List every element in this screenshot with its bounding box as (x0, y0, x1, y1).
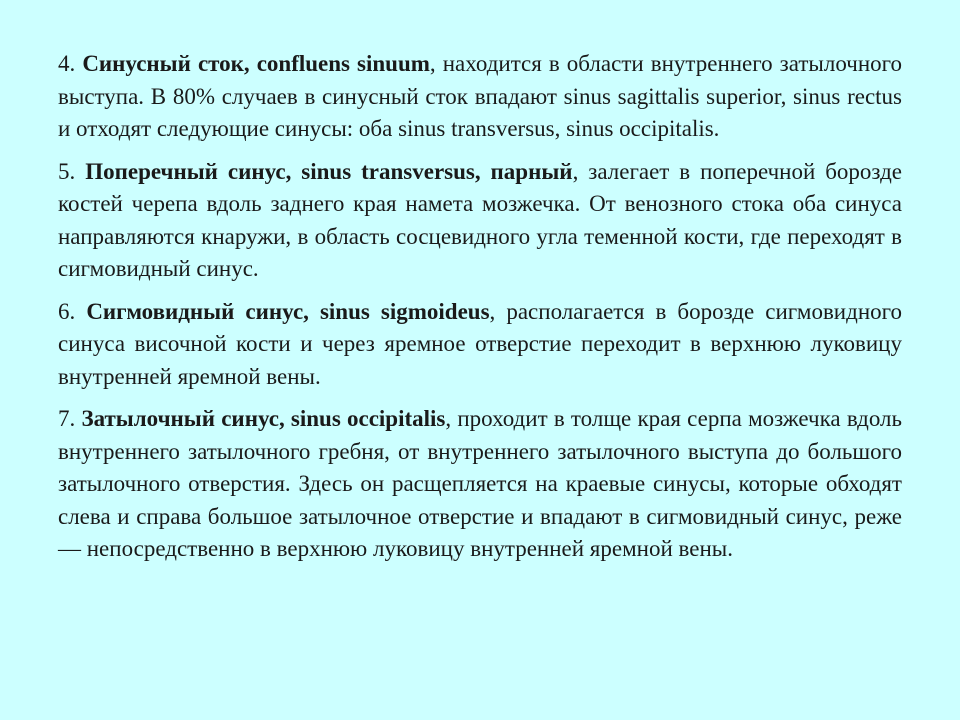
paragraph-text: , находится в области внутреннего затылочного выступа. В 80% случаев в синусный сток впадают sinus sagittalis superior, sinus rectus и отходят следующие синусы: оба sinus transversus, sinus occipitalis. (58, 51, 903, 141)
paragraph-term: Сигмовидный синус, sinus sigmoideus (86, 298, 490, 324)
paragraph-confluens-sinuum (58, 48, 902, 146)
paragraph-text: , залегает в поперечной борозде костей черепа вдоль заднего края намета мозжечка. От венозного стока оба синуса направляются кнаружи, в область сосцевидного угла теменной кости, где переходят в сигмовидный синус. (58, 158, 903, 281)
paragraph-number: 4. (58, 51, 76, 76)
paragraph-sinus-sigmoideus (58, 296, 902, 394)
paragraph-term: Поперечный синус, sinus transversus, парный (85, 158, 573, 184)
paragraph-text: , проходит в толще края серпа мозжечка вдоль внутреннего затылочного гребня, от внутреннего затылочного выступа до большого затылочного отверстия. Здесь он расщепляется на краевые синусы, которые обходят слева и справа большое затылочное отверстие и впадают в сигмовидный синус, реже — непосредственно в верхнюю луковицу внутренней яремной вены. (58, 406, 903, 561)
paragraph-sinus-occipitalis (58, 403, 902, 566)
paragraph-number: 6. (58, 298, 76, 324)
paragraph-sinus-transversus (58, 156, 902, 286)
paragraph-number: 7. (58, 406, 76, 431)
paragraph-text: , располагается в борозде сигмовидного синуса височной кости и через яремное отверстие переходит в верхнюю луковицу внутренней яремной вены. (58, 298, 902, 389)
paragraph-term: Синусный сток, confluens sinuum (82, 51, 430, 76)
paragraph-term: Затылочный синус, sinus occipitalis (81, 406, 446, 431)
paragraph-number: 5. (58, 158, 76, 184)
